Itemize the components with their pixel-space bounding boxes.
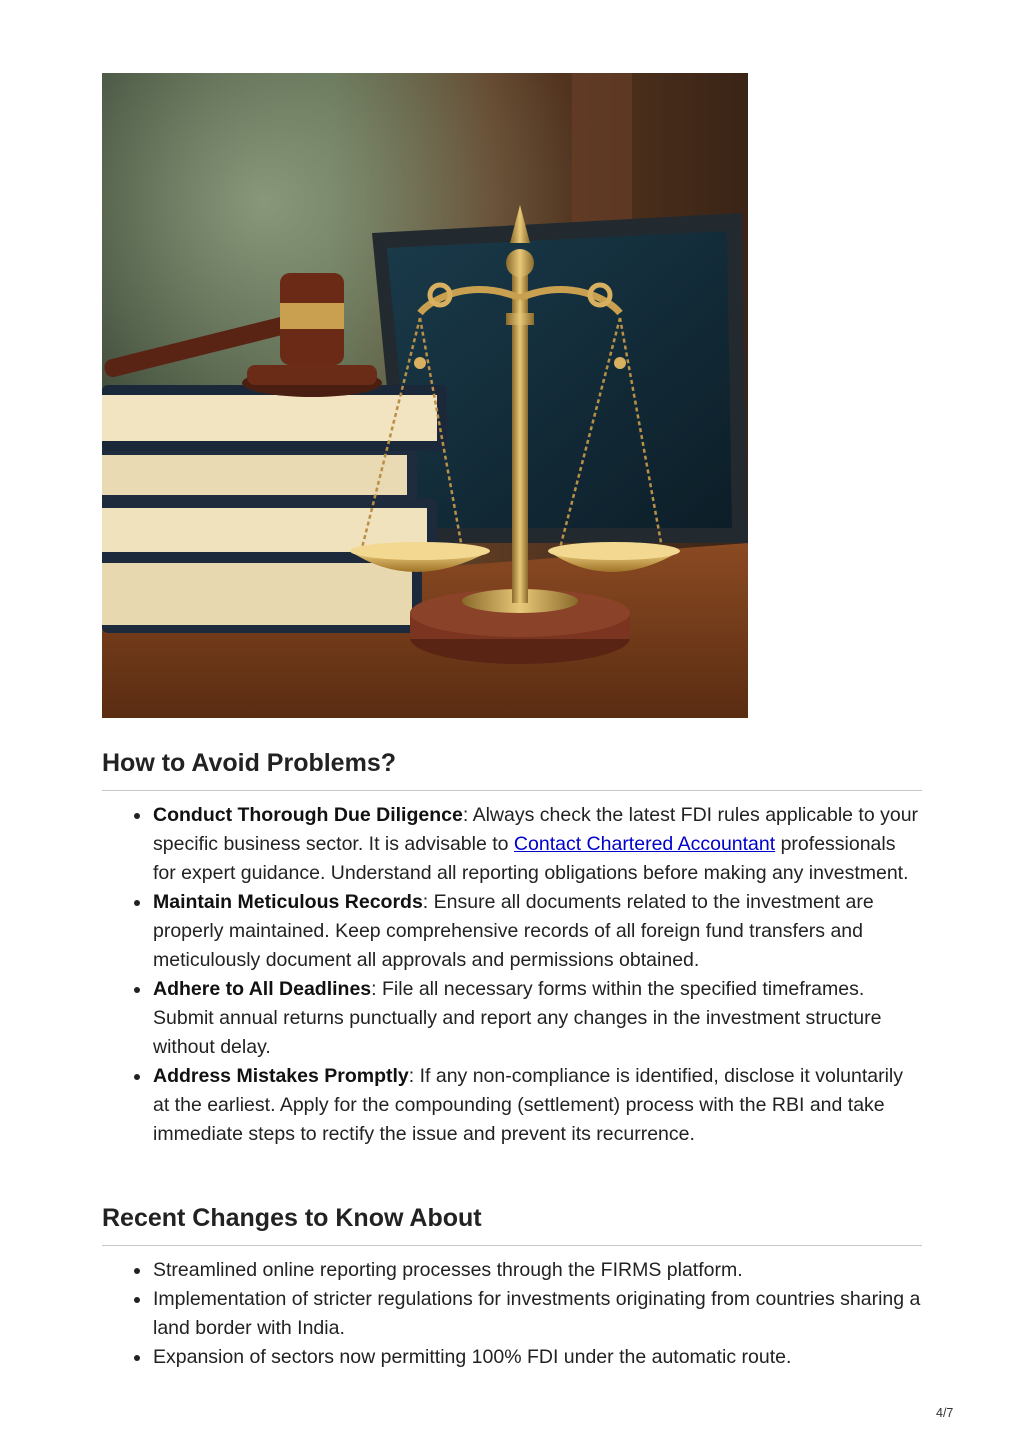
recent-changes-list	[102, 1256, 922, 1372]
list-item: Implementation of stricter regulations for investments originating from countries sharing a land border with India.	[153, 1285, 922, 1343]
list-item: Expansion of sectors now permitting 100% FDI under the automatic route.	[153, 1343, 922, 1372]
books-stack	[102, 385, 447, 633]
section-heading: Recent Changes to Know About	[102, 1201, 922, 1246]
list-item: Address Mistakes Promptly: If any non-compliance is identified, disclose it voluntarily at the earliest. Apply for the compounding (settlement) process with the RBI and take immediate steps to rectify the issue and prevent its recurrence.	[153, 1062, 922, 1149]
section-heading: How to Avoid Problems?	[102, 746, 922, 791]
list-item: Conduct Thorough Due Diligence: Always check the latest FDI rules applicable to your specific business sector. It is advisable to Contact Chartered Accountant professionals for expert guidance. Understand all reporting obligations before making any investment.	[153, 801, 922, 888]
hero-image	[102, 73, 748, 718]
avoid-problems-section	[102, 746, 922, 1149]
avoid-problems-list	[102, 801, 922, 1149]
item-title: Address Mistakes Promptly	[153, 1065, 409, 1087]
list-item: Adhere to All Deadlines: File all necessary forms within the specified timeframes. Submit annual returns punctually and report any changes in the investment structure without delay.	[153, 975, 922, 1062]
scales-of-justice-illustration	[102, 73, 748, 718]
item-title: Maintain Meticulous Records	[153, 891, 423, 913]
page-number: 4/7	[936, 1406, 954, 1420]
item-title: Adhere to All Deadlines	[153, 978, 372, 1000]
list-item: Streamlined online reporting processes through the FIRMS platform.	[153, 1256, 922, 1285]
item-title: Conduct Thorough Due Diligence	[153, 804, 463, 826]
recent-changes-section	[102, 1201, 922, 1372]
list-item: Maintain Meticulous Records: Ensure all documents related to the investment are properly maintained. Keep comprehensive records of all foreign fund transfers and meticulously document all approvals and permissions obtained.	[153, 888, 922, 975]
contact-chartered-accountant-link[interactable]: Contact Chartered Accountant	[513, 833, 776, 855]
